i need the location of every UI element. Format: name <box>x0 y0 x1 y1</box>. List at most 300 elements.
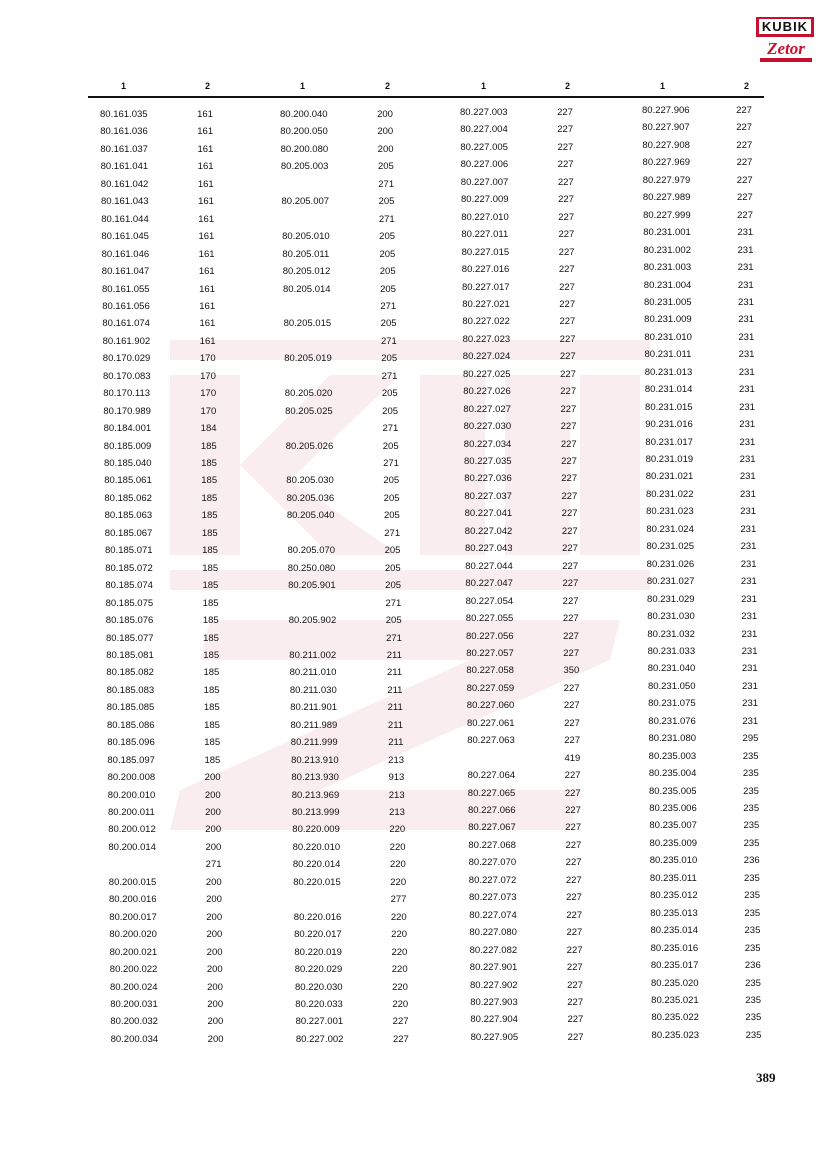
logo-dealer-bar <box>760 58 812 62</box>
group-ref: 220 <box>392 981 408 993</box>
part-number: 80.235.013 <box>650 907 698 919</box>
group-ref: 227 <box>567 979 583 991</box>
group-ref: 161 <box>197 161 214 173</box>
part-number: 80.211.002 <box>289 649 337 661</box>
part-number: 80.227.026 <box>463 386 511 398</box>
group-ref: 227 <box>567 1014 584 1026</box>
part-number: 80.200.080 <box>280 143 329 155</box>
part-number: 80.200.050 <box>280 126 328 138</box>
group-ref: 161 <box>198 196 214 208</box>
group-ref: 161 <box>198 266 215 278</box>
group-ref: 161 <box>199 318 216 330</box>
group-ref: 205 <box>385 615 402 627</box>
group-ref: 227 <box>564 735 581 747</box>
part-number: 80.185.081 <box>106 649 154 661</box>
group-ref: 227 <box>392 1016 409 1028</box>
group-ref: 200 <box>207 998 224 1010</box>
part-number: 80.231.027 <box>646 576 695 588</box>
part-number: 80.185.071 <box>105 545 153 557</box>
part-number: 80.185.072 <box>105 562 153 574</box>
column-header: 1 <box>121 81 127 91</box>
part-number: 80.213.930 <box>291 772 339 784</box>
part-number: 80.227.067 <box>468 822 516 834</box>
group-ref: 419 <box>564 752 581 764</box>
part-number: 80.200.015 <box>108 876 157 888</box>
group-ref: 213 <box>389 807 405 818</box>
part-number: 80.227.044 <box>465 560 513 572</box>
group-ref: 205 <box>379 266 396 278</box>
part-number: 80.161.056 <box>102 300 150 312</box>
group-ref: 231 <box>742 680 758 692</box>
part-number: 80.227.036 <box>464 473 512 485</box>
group-ref: 185 <box>201 475 218 487</box>
part-number: 80.161.035 <box>100 109 148 120</box>
group-ref: 185 <box>204 754 221 766</box>
part-number: 80.211.030 <box>289 684 337 696</box>
group-ref: 235 <box>744 890 761 902</box>
part-number: 80.231.011 <box>644 349 692 361</box>
group-ref: 185 <box>202 615 219 627</box>
group-ref: 235 <box>745 977 761 989</box>
group-ref: 271 <box>385 597 402 609</box>
part-number: 80.231.033 <box>647 645 696 657</box>
group-ref: 227 <box>558 246 575 258</box>
part-number: 80.185.067 <box>104 527 153 539</box>
part-number: 80.231.002 <box>643 244 691 256</box>
part-number: 80.227.999 <box>643 209 691 221</box>
group-ref: 227 <box>558 211 575 223</box>
part-number: 80.227.060 <box>466 700 515 712</box>
group-ref: 200 <box>205 876 222 888</box>
group-ref: 271 <box>386 632 402 644</box>
group-ref: 271 <box>384 527 401 539</box>
part-number: 80.227.034 <box>463 438 512 450</box>
group-ref: 231 <box>738 331 755 343</box>
part-number: 80.227.027 <box>463 403 511 415</box>
group-ref: 271 <box>382 423 399 435</box>
group-ref: 220 <box>392 998 409 1010</box>
part-number: 80.227.054 <box>465 595 514 607</box>
group-ref: 227 <box>565 857 582 869</box>
group-ref: 235 <box>743 803 760 814</box>
part-number: 80.231.076 <box>648 715 696 727</box>
group-ref: 161 <box>197 178 214 190</box>
part-number: 80.185.077 <box>106 632 154 644</box>
part-number: 80.235.021 <box>651 994 699 1006</box>
part-number: 80.205.020 <box>284 388 333 400</box>
part-number: 80.205.011 <box>282 248 330 260</box>
part-number: 80.200.040 <box>280 109 328 120</box>
part-number: 80.213.969 <box>291 789 340 801</box>
part-number: 80.170.989 <box>103 405 151 417</box>
group-ref: 227 <box>557 107 573 118</box>
part-number: 80.161.046 <box>101 248 150 260</box>
part-number: 80.213.910 <box>291 754 339 766</box>
group-ref: 185 <box>203 632 219 644</box>
group-ref: 227 <box>560 386 577 398</box>
part-number: 80.235.020 <box>651 977 699 989</box>
group-ref: 227 <box>560 421 577 433</box>
group-ref: 220 <box>390 911 407 923</box>
group-ref: 161 <box>197 126 214 138</box>
part-number: 80.227.989 <box>642 192 691 204</box>
part-number: 80.227.023 <box>462 333 511 345</box>
group-ref: 227 <box>562 543 578 555</box>
part-number: 80.185.075 <box>105 597 154 609</box>
part-number: 80.220.014 <box>292 859 341 871</box>
part-number: 80.231.030 <box>647 611 695 623</box>
part-number: 80.227.030 <box>463 421 512 433</box>
group-ref: 235 <box>744 925 761 937</box>
part-number: 80.227.907 <box>642 122 690 134</box>
part-number: 80.227.011 <box>461 229 509 241</box>
part-number: 80.211.989 <box>290 719 338 731</box>
part-number: 80.231.026 <box>646 558 695 570</box>
part-number: 80.227.004 <box>460 124 508 136</box>
group-ref: 236 <box>743 855 760 867</box>
group-ref: 211 <box>386 649 402 661</box>
group-ref: 200 <box>206 964 223 976</box>
part-number: 80.235.017 <box>650 960 699 972</box>
group-ref: 227 <box>565 874 582 886</box>
part-number: 80.220.009 <box>292 824 340 836</box>
group-ref: 227 <box>560 368 576 380</box>
group-ref: 220 <box>391 929 408 941</box>
column-header: 1 <box>660 81 666 91</box>
part-number: 80.161.036 <box>100 126 148 138</box>
group-ref: 271 <box>381 370 398 382</box>
group-ref: 161 <box>198 248 215 260</box>
group-ref: 231 <box>742 715 759 727</box>
group-ref: 227 <box>562 613 579 625</box>
group-ref: 185 <box>203 649 220 661</box>
part-number: 80.227.037 <box>464 490 512 502</box>
group-ref: 231 <box>738 314 755 326</box>
group-ref: 211 <box>387 702 403 714</box>
group-ref: 205 <box>377 161 394 173</box>
group-ref: 205 <box>379 231 396 243</box>
part-number: 80.231.032 <box>647 628 695 640</box>
part-number: 80.185.085 <box>106 702 155 714</box>
group-ref: 227 <box>566 892 582 904</box>
part-number: 80.200.031 <box>110 998 158 1010</box>
group-ref: 227 <box>560 403 577 415</box>
group-ref: 231 <box>737 279 754 291</box>
group-ref: 211 <box>387 719 404 731</box>
part-number: 80.231.019 <box>645 454 694 465</box>
group-ref: 231 <box>738 384 755 396</box>
group-ref: 227 <box>562 595 579 607</box>
part-number: 80.227.908 <box>642 139 690 151</box>
group-ref: 227 <box>561 456 577 467</box>
part-number: 80.227.070 <box>468 857 517 869</box>
group-ref: 227 <box>559 351 576 363</box>
group-ref: 227 <box>562 578 579 590</box>
part-number: 80.235.007 <box>649 820 697 832</box>
part-number: 80.231.017 <box>645 436 693 448</box>
part-number: 80.227.055 <box>465 613 514 625</box>
part-number: 80.185.063 <box>104 510 153 522</box>
part-number: 80.161.055 <box>102 283 150 295</box>
group-ref: 231 <box>739 401 755 413</box>
group-ref: 220 <box>390 876 407 888</box>
group-ref: 213 <box>388 789 405 801</box>
group-ref: 227 <box>557 159 574 171</box>
part-number: 80.227.022 <box>462 316 510 328</box>
column-header: 2 <box>744 81 750 91</box>
group-ref: 161 <box>199 300 216 312</box>
group-ref: 231 <box>741 645 758 657</box>
part-number: 80.227.042 <box>464 525 513 537</box>
part-number: 80.231.023 <box>646 506 694 518</box>
part-number: 80.161.043 <box>101 196 149 208</box>
group-ref: 227 <box>567 1031 584 1043</box>
group-ref: 227 <box>563 700 580 712</box>
group-ref: 231 <box>740 541 757 553</box>
part-number: 80.235.006 <box>649 803 697 814</box>
group-ref: 161 <box>198 231 215 243</box>
group-ref: 200 <box>205 824 222 836</box>
part-number: 80.220.017 <box>294 929 342 941</box>
part-number: 80.231.013 <box>644 366 693 378</box>
part-number: 80.220.030 <box>295 981 343 993</box>
part-number: 80.185.040 <box>104 458 152 469</box>
group-ref: 205 <box>382 405 399 417</box>
part-number: 80.200.014 <box>108 841 156 853</box>
group-ref: 170 <box>200 388 217 400</box>
group-ref: 231 <box>739 436 756 448</box>
part-number: 80.200.011 <box>108 807 155 818</box>
group-ref: 200 <box>207 1016 224 1028</box>
part-number: 80.200.022 <box>109 964 158 976</box>
part-number: 80.185.083 <box>106 684 155 696</box>
group-ref: 200 <box>204 772 221 784</box>
part-number: 80.235.005 <box>649 785 697 797</box>
group-ref: 350 <box>563 665 580 677</box>
group-ref: 227 <box>557 141 574 153</box>
part-number: 80.231.025 <box>646 541 695 553</box>
group-ref: 227 <box>559 316 576 328</box>
group-ref: 231 <box>737 244 754 256</box>
part-number: 80.227.979 <box>642 174 691 186</box>
group-ref: 235 <box>743 872 760 884</box>
part-number: 80.227.016 <box>461 264 510 276</box>
group-ref: 227 <box>559 333 576 345</box>
group-ref: 271 <box>378 213 395 225</box>
group-ref: 185 <box>202 545 218 557</box>
part-number: 80.235.016 <box>650 942 699 954</box>
part-number: 80.231.015 <box>645 401 693 413</box>
group-ref: 231 <box>740 523 757 535</box>
part-number: 80.161.041 <box>100 161 149 173</box>
part-number: 80.170.029 <box>102 353 151 365</box>
group-ref: 200 <box>205 807 221 818</box>
part-number: 80.200.017 <box>109 911 157 923</box>
part-number: 80.227.905 <box>470 1031 519 1043</box>
group-ref: 227 <box>565 822 582 834</box>
part-number: 80.235.009 <box>649 837 698 849</box>
group-ref: 205 <box>383 475 400 487</box>
part-number: 80.205.026 <box>285 440 334 452</box>
group-ref: 227 <box>560 438 577 450</box>
part-number: 80.227.007 <box>460 176 509 188</box>
group-ref: 205 <box>382 440 399 452</box>
group-ref: 161 <box>197 143 214 155</box>
group-ref: 227 <box>561 508 578 520</box>
part-number: 80.205.902 <box>288 615 337 627</box>
part-number: 80.227.068 <box>468 839 516 851</box>
part-number: 80.231.005 <box>643 296 692 308</box>
group-ref: 220 <box>389 841 406 853</box>
part-number: 80.184.001 <box>103 423 152 435</box>
group-ref: 227 <box>561 525 578 537</box>
part-number: 80.227.074 <box>469 909 517 921</box>
part-number: 80.231.080 <box>648 733 697 745</box>
part-number: 80.205.030 <box>286 475 334 487</box>
part-number: 80.250.080 <box>287 562 336 574</box>
part-number: 80.200.012 <box>108 824 156 836</box>
part-number: 80.227.010 <box>461 211 509 223</box>
group-ref: 205 <box>385 580 402 592</box>
part-number: 80.205.003 <box>280 161 329 173</box>
group-ref: 185 <box>203 684 220 696</box>
group-ref: 185 <box>203 702 220 714</box>
part-number: 80.161.902 <box>102 335 151 347</box>
part-number: 80.227.006 <box>460 159 509 171</box>
group-ref: 277 <box>390 894 407 906</box>
part-number: 80.227.009 <box>461 194 509 206</box>
group-ref: 227 <box>558 194 574 206</box>
group-ref: 205 <box>383 510 400 522</box>
part-number: 80.205.010 <box>282 231 330 243</box>
group-ref: 170 <box>200 405 217 417</box>
group-ref: 227 <box>736 105 752 116</box>
part-number: 80.161.042 <box>100 178 149 190</box>
group-ref: 185 <box>203 667 220 679</box>
part-number: 80.170.083 <box>103 370 151 382</box>
column-header: 2 <box>205 81 211 91</box>
part-number: 80.227.064 <box>467 770 516 782</box>
part-number: 90.231.016 <box>645 419 693 431</box>
group-ref: 271 <box>205 859 222 871</box>
part-number: 80.205.019 <box>284 353 332 365</box>
part-number: 80.231.024 <box>646 523 694 535</box>
group-ref: 185 <box>202 562 219 574</box>
group-ref: 200 <box>377 109 393 120</box>
part-number: 80.235.003 <box>648 750 697 762</box>
group-ref: 231 <box>741 611 758 623</box>
group-ref: 227 <box>559 281 575 293</box>
part-number: 80.211.999 <box>290 737 338 749</box>
group-ref: 185 <box>204 737 221 749</box>
part-number: 80.227.003 <box>460 107 508 118</box>
group-ref: 220 <box>389 859 406 871</box>
part-number: 80.235.012 <box>650 890 698 902</box>
part-number: 80.227.080 <box>469 927 517 939</box>
group-ref: 231 <box>741 663 758 675</box>
group-ref: 271 <box>383 458 399 469</box>
group-ref: 200 <box>205 841 222 853</box>
group-ref: 235 <box>745 1029 762 1041</box>
group-ref: 231 <box>740 576 757 588</box>
group-ref: 200 <box>206 929 223 941</box>
part-number: 80.227.969 <box>642 157 691 169</box>
part-number: 80.231.003 <box>643 262 692 274</box>
page-number: 389 <box>756 1070 776 1085</box>
part-number: 80.227.082 <box>469 944 518 956</box>
part-number: 80.185.009 <box>103 440 152 452</box>
part-number: 80.227.047 <box>465 578 513 590</box>
part-number: 80.231.029 <box>647 593 695 605</box>
group-ref: 227 <box>736 174 753 186</box>
group-ref: 185 <box>202 580 219 592</box>
group-ref: 227 <box>737 209 753 221</box>
group-ref: 200 <box>207 1033 224 1045</box>
part-number: 80.227.902 <box>470 979 518 991</box>
part-number: 80.235.022 <box>651 1012 699 1024</box>
part-number: 80.231.050 <box>647 680 696 692</box>
group-ref: 235 <box>743 837 760 849</box>
part-number: 80.227.061 <box>467 717 515 729</box>
group-ref: 185 <box>201 458 217 469</box>
part-number: 80.227.021 <box>462 298 510 310</box>
column-header: 2 <box>385 81 391 91</box>
header-rule <box>88 96 764 98</box>
part-number: 80.220.016 <box>293 911 342 923</box>
part-number: 80.235.004 <box>648 768 697 780</box>
group-ref: 271 <box>380 300 397 312</box>
group-ref: 185 <box>201 492 218 504</box>
group-ref: 227 <box>392 1033 409 1045</box>
group-ref: 227 <box>736 192 753 204</box>
group-ref: 200 <box>206 946 223 958</box>
part-number: 80.185.086 <box>107 719 155 731</box>
part-number: 80.200.008 <box>107 772 156 784</box>
group-ref: 231 <box>738 349 755 361</box>
part-number: 80.235.023 <box>651 1029 700 1041</box>
part-number: 80.185.097 <box>107 754 155 766</box>
part-number: 80.161.044 <box>101 213 149 225</box>
group-ref: 227 <box>736 122 753 134</box>
group-ref: 913 <box>388 772 405 784</box>
part-number: 80.231.001 <box>643 227 691 239</box>
group-ref: 227 <box>559 298 576 310</box>
part-number: 80.185.062 <box>104 492 152 504</box>
group-ref: 170 <box>200 370 216 382</box>
group-ref: 235 <box>745 994 762 1006</box>
group-ref: 200 <box>206 911 223 923</box>
group-ref: 235 <box>744 907 761 919</box>
part-number: 80.205.015 <box>283 318 332 330</box>
group-ref: 220 <box>391 964 408 976</box>
part-number: 80.227.072 <box>468 874 517 886</box>
part-number: 80.200.020 <box>109 929 157 941</box>
part-number: 80.200.016 <box>109 894 157 906</box>
group-ref: 205 <box>384 562 401 574</box>
group-ref: 231 <box>741 628 758 640</box>
group-ref: 205 <box>378 196 395 208</box>
column-header: 1 <box>300 81 306 91</box>
group-ref: 220 <box>391 946 408 958</box>
group-ref: 200 <box>377 126 394 138</box>
group-ref: 200 <box>206 894 222 906</box>
part-number: 80.227.035 <box>464 456 512 467</box>
part-number: 80.211.010 <box>289 667 337 679</box>
part-number: 80.227.901 <box>469 962 518 974</box>
part-number: 80.185.082 <box>106 667 154 679</box>
group-ref: 231 <box>738 366 755 378</box>
group-ref: 227 <box>561 473 578 485</box>
